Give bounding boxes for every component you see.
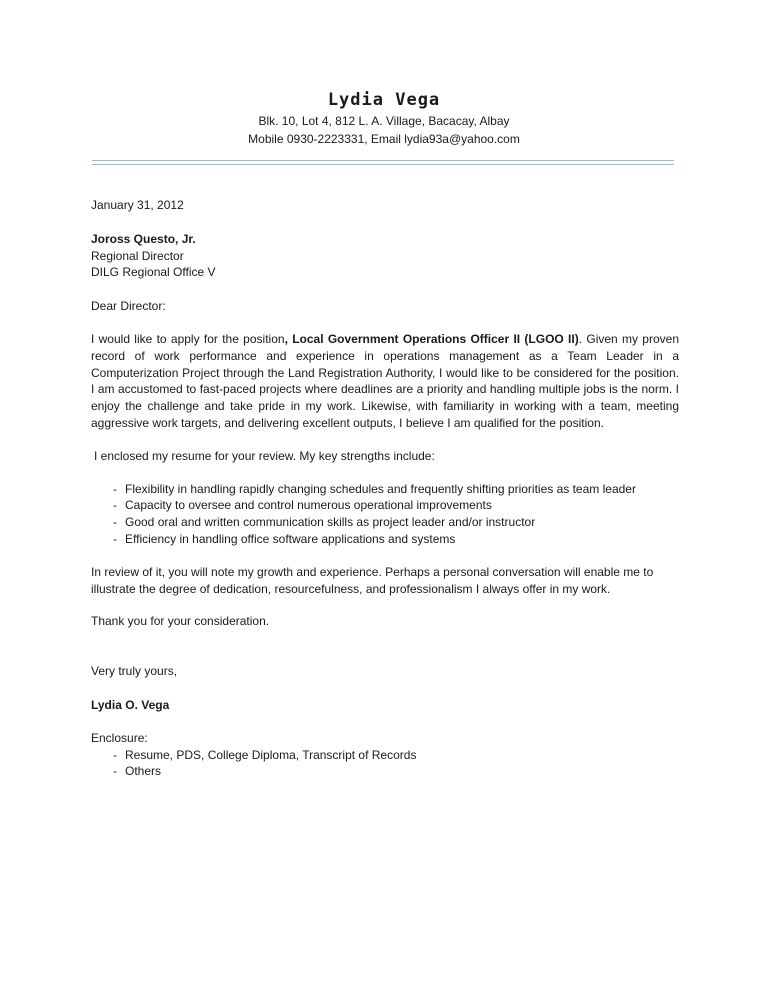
letterhead-divider-top xyxy=(92,160,674,161)
complimentary-close: Very truly yours, xyxy=(91,664,178,679)
letterhead-divider-bottom xyxy=(92,164,674,165)
letter-body xyxy=(91,197,679,780)
list-item xyxy=(113,747,679,764)
paragraph-application-rest: . Given my proven record of work performance and experience in operations management as a Team Leader in a Computerization Project through the Land Registration Authority, I would like to be considered for the position. I am accustomed to fast-paced projects where deadlines are a priority and handling multiple jobs is the norm. I enjoy the challenge and take pride in my work. Likewise, with familiarity in working with a team, meeting aggressive work targets, and delivering excellent outputs, I believe I am qualified for the position. xyxy=(91,331,679,430)
thanks-line: Thank you for your consideration. xyxy=(91,614,270,629)
letter-date: January 31, 2012 xyxy=(91,198,184,212)
list-item xyxy=(113,531,679,548)
salutation: Dear Director: xyxy=(91,299,166,314)
enclosure-label: Enclosure: xyxy=(91,730,148,745)
recipient-name: Joross Questo, Jr. xyxy=(91,231,196,246)
bullet-dash: - xyxy=(113,531,117,546)
sender-name: Lydia Vega xyxy=(327,90,441,110)
bullet-dash: - xyxy=(113,747,117,762)
sender-contact: Mobile 0930-2223331, Email lydia93a@yahoo.com xyxy=(248,132,520,146)
recipient-title: Regional Director xyxy=(91,248,184,263)
enclosure-text: Resume, PDS, College Diploma, Transcript of Records xyxy=(125,747,417,762)
enclosure-text: Others xyxy=(125,764,162,779)
strength-text: Good oral and written communication skills as project leader and/or instructor xyxy=(125,515,536,530)
bullet-dash: - xyxy=(113,764,117,779)
strength-text: Flexibility in handling rapidly changing schedules and frequently shifting priorities as team leader xyxy=(125,481,636,496)
strength-text: Capacity to oversee and control numerous operational improvements xyxy=(125,498,492,513)
recipient-office: DILG Regional Office V xyxy=(91,265,216,280)
bullet-dash: - xyxy=(113,498,117,513)
list-item xyxy=(113,514,679,531)
list-item xyxy=(113,497,679,514)
strength-text: Efficiency in handling office software applications and systems xyxy=(125,531,456,546)
letterhead xyxy=(0,88,768,148)
paragraph-application-intro: I would like to apply for the position xyxy=(91,331,285,346)
sender-address: Blk. 10, Lot 4, 812 L. A. Village, Bacacay, Albay xyxy=(258,114,510,128)
enclosures-list xyxy=(91,747,679,781)
recipient-block xyxy=(91,231,679,281)
applied-position: , Local Government Operations Officer II (LGOO II) xyxy=(284,331,579,346)
strengths-list xyxy=(91,481,679,548)
list-item xyxy=(113,763,679,780)
bullet-dash: - xyxy=(113,481,117,496)
signature-name: Lydia O. Vega xyxy=(91,697,170,712)
paragraph-closing-remarks: In review of it, you will note my growth and experience. Perhaps a personal conversation will enable me to illustrate the degree of dedication, resourcefulness, and professionalism I always offer in my work. xyxy=(91,564,654,596)
paragraph-application xyxy=(91,331,679,432)
list-item xyxy=(113,481,679,498)
bullet-dash: - xyxy=(113,515,117,530)
paragraph-strengths-intro: I enclosed my resume for your review. My key strengths include: xyxy=(94,448,435,463)
